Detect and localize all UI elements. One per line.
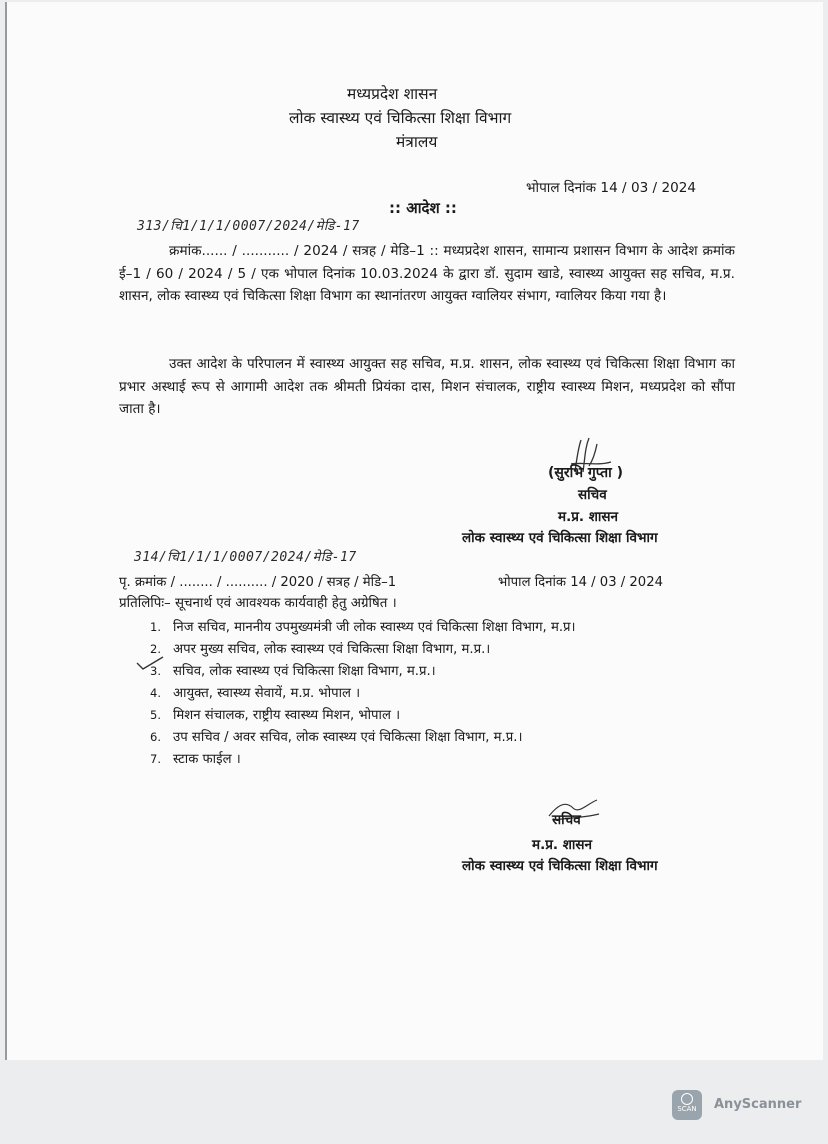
scanner-logo-icon: SCAN	[672, 1090, 702, 1120]
document-page	[5, 2, 823, 1060]
recipient-item: 4. आयुक्त, स्वास्थ्य सेवायें, म.प्र. भोपाल ।	[150, 686, 361, 701]
signatory-department: लोक स्वास्थ्य एवं चिकित्सा शिक्षा विभाग	[462, 530, 658, 546]
order-paragraph-2: उक्त आदेश के परिपालन में स्वास्थ्य आयुक्त सह सचिव, म.प्र. शासन, लोक स्वास्थ्य एवं चिकित्सा शिक्षा विभाग का प्रभार अस्थाई रूप से आगामी आदेश तक श्रीमती प्रियंका दास, मिशन संचालक, राष्ट्रीय स्वास्थ्य मिशन, मध्यप्रदेश को सौंपा जाता है।	[119, 356, 735, 417]
department-heading: लोक स्वास्थ्य एवं चिकित्सा शिक्षा विभाग	[289, 109, 512, 127]
handwritten-endorsement-number: 314/चि1/1/1/0007/2024/मेडि-17	[134, 550, 357, 565]
recipient-item: 7. स्टाक फाईल ।	[150, 752, 241, 767]
recipient-item: 5. मिशन संचालक, राष्ट्रीय स्वास्थ्य मिशन, भोपाल ।	[150, 708, 401, 723]
order-date: भोपाल दिनांक 14 / 03 / 2024	[526, 180, 697, 196]
endorsement-date: भोपाल दिनांक 14 / 03 / 2024	[498, 575, 663, 590]
handwritten-order-number: 313/चि1/1/1/0007/2024/मेडि-17	[137, 219, 360, 234]
tick-mark-icon	[133, 653, 169, 673]
signatory-government: म.प्र. शासन	[558, 509, 619, 525]
order-paragraph-1: क्रमांक...... / ........... / 2024 / सत्रह / मेडि–1 :: मध्यप्रदेश शासन, सामान्य प्रशासन विभाग के आदेश क्रमांक ई–1 / 60 / 2024 / 5 / एक भोपाल दिनांक 10.03.2024 के द्वारा डॉ. सुदाम खाडे, स्वास्थ्य आयुक्त सह सचिव, म.प्र. शासन, लोक स्वास्थ्य एवं चिकित्सा शिक्षा विभाग का स्थानांतरण आयुक्त ग्वालियर संभाग, ग्वालियर किया गया है।	[119, 243, 735, 304]
endorsement-reference: पृ. क्रमांक / ........ / .......... / 2020 / सत्रह / मेडि–1	[119, 575, 397, 590]
scanner-watermark: AnyScanner	[714, 1097, 802, 1112]
signatory-2-government: म.प्र. शासन	[532, 837, 593, 853]
recipient-item: 3. सचिव, लोक स्वास्थ्य एवं चिकित्सा शिक्षा विभाग, म.प्र.।	[150, 664, 436, 679]
signatory-2-department: लोक स्वास्थ्य एवं चिकित्सा शिक्षा विभाग	[462, 858, 658, 874]
recipient-item: 2. अपर मुख्य सचिव, लोक स्वास्थ्य एवं चिकित्सा शिक्षा विभाग, म.प्र.।	[150, 642, 491, 657]
signatory-designation: सचिव	[578, 487, 607, 503]
signatory-name: (सुरभि गुप्ता )	[548, 465, 624, 481]
signatory-2-designation: सचिव	[552, 812, 581, 828]
order-title: :: आदेश ::	[389, 199, 457, 217]
recipient-item: 6. उप सचिव / अवर सचिव, लोक स्वास्थ्य एवं चिकित्सा शिक्षा विभाग, म.प्र.।	[150, 730, 523, 745]
government-heading: मध्यप्रदेश शासन	[347, 85, 438, 103]
office-heading: मंत्रालय	[396, 133, 438, 151]
copy-to-line: प्रतिलिपिः– सूचनार्थ एवं आवश्यक कार्यवाही हेतु अग्रेषित ।	[119, 596, 397, 611]
recipient-item: 1. निज सचिव, माननीय उपमुख्यमंत्री जी लोक स्वास्थ्य एवं चिकित्सा शिक्षा विभाग, म.प्र।	[150, 620, 576, 635]
